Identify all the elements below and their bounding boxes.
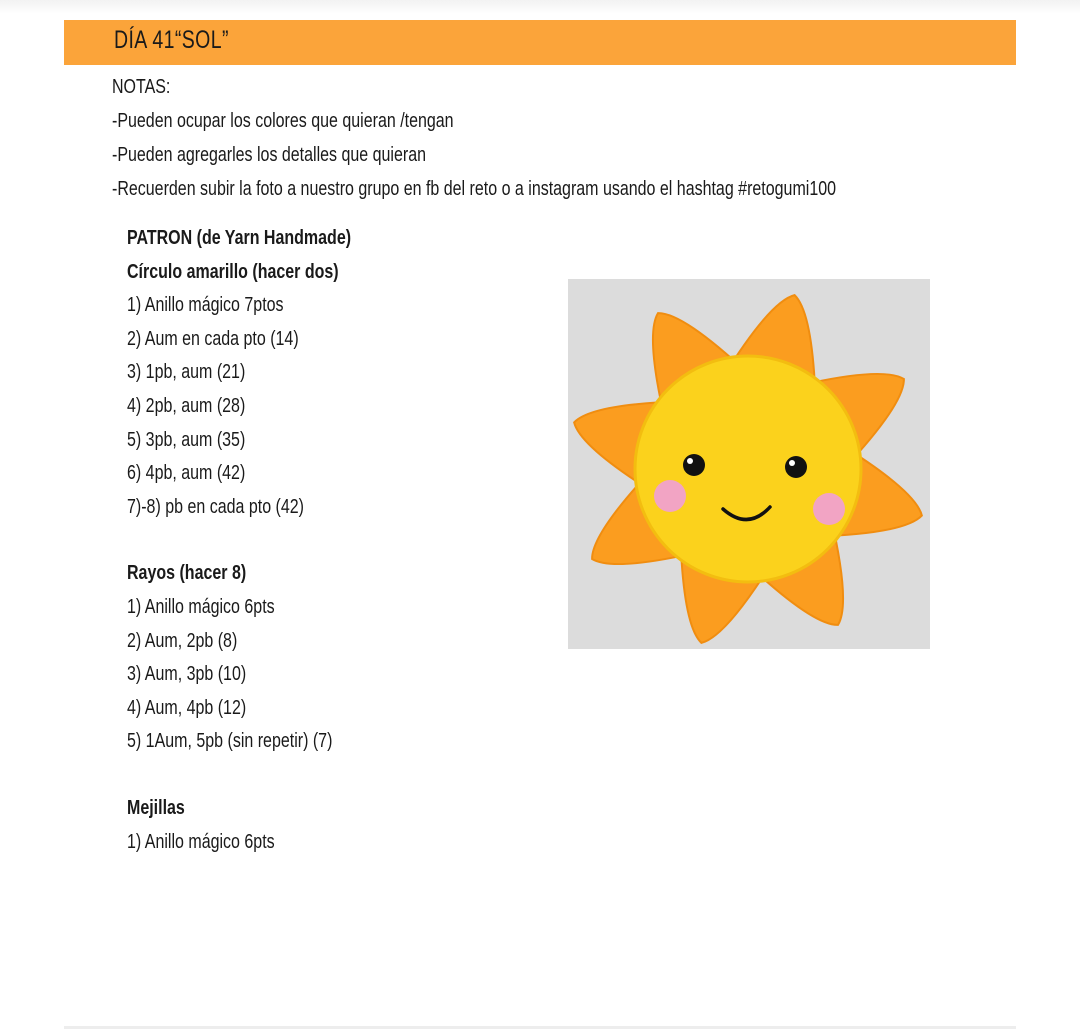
sun-photo	[568, 279, 930, 649]
pattern-row: 2) Aum, 2pb (8)	[127, 629, 238, 652]
section-heading-rays: Rayos (hacer 8)	[127, 562, 247, 585]
left-cheek	[654, 480, 686, 512]
pattern-row: 1) Anillo mágico 6pts	[127, 595, 275, 618]
pattern-row: 5) 1Aum, 5pb (sin repetir) (7)	[127, 730, 333, 753]
section-heading-cheeks: Mejillas	[127, 796, 185, 819]
notes-heading: NOTAS:	[112, 76, 171, 98]
pattern-row: 4) Aum, 4pb (12)	[127, 696, 247, 719]
pattern-row: 3) 1pb, aum (21)	[127, 361, 246, 384]
pattern-row: 3) Aum, 3pb (10)	[127, 663, 247, 686]
note-item: -Recuerden subir la foto a nuestro grupo en fb del reto o a instagram usando el hashtag #retogumi100	[112, 178, 837, 200]
notes-section	[112, 72, 836, 208]
note-item: -Pueden agregarles los detalles que quieran	[112, 144, 426, 166]
crochet-sun-illustration	[568, 279, 930, 649]
pattern-row: 6) 4pb, aum (42)	[127, 462, 246, 485]
spacer	[127, 759, 351, 792]
pattern-row: 2) Aum en cada pto (14)	[127, 327, 299, 350]
top-shadow	[0, 0, 1080, 14]
pattern-row: 5) 3pb, aum (35)	[127, 428, 246, 451]
pattern-row: 7)-8) pb en cada pto (42)	[127, 495, 304, 518]
page-title: DÍA 41“SOL”	[114, 26, 229, 54]
pattern-row: 4) 2pb, aum (28)	[127, 394, 246, 417]
right-eye-shine	[789, 460, 795, 466]
right-eye	[785, 456, 807, 478]
section-heading-circle: Círculo amarillo (hacer dos)	[127, 260, 339, 283]
spacer	[127, 524, 351, 557]
pattern-title: PATRON (de Yarn Handmade)	[127, 227, 352, 249]
left-eye-shine	[687, 458, 693, 464]
pattern-row: 1) Anillo mágico 6pts	[127, 830, 275, 853]
left-eye	[683, 454, 705, 476]
pattern-section	[127, 222, 351, 859]
note-item: -Pueden ocupar los colores que quieran /tengan	[112, 110, 454, 132]
pattern-row: 1) Anillo mágico 7ptos	[127, 294, 284, 317]
right-cheek	[813, 493, 845, 525]
bottom-divider	[64, 1026, 1016, 1029]
